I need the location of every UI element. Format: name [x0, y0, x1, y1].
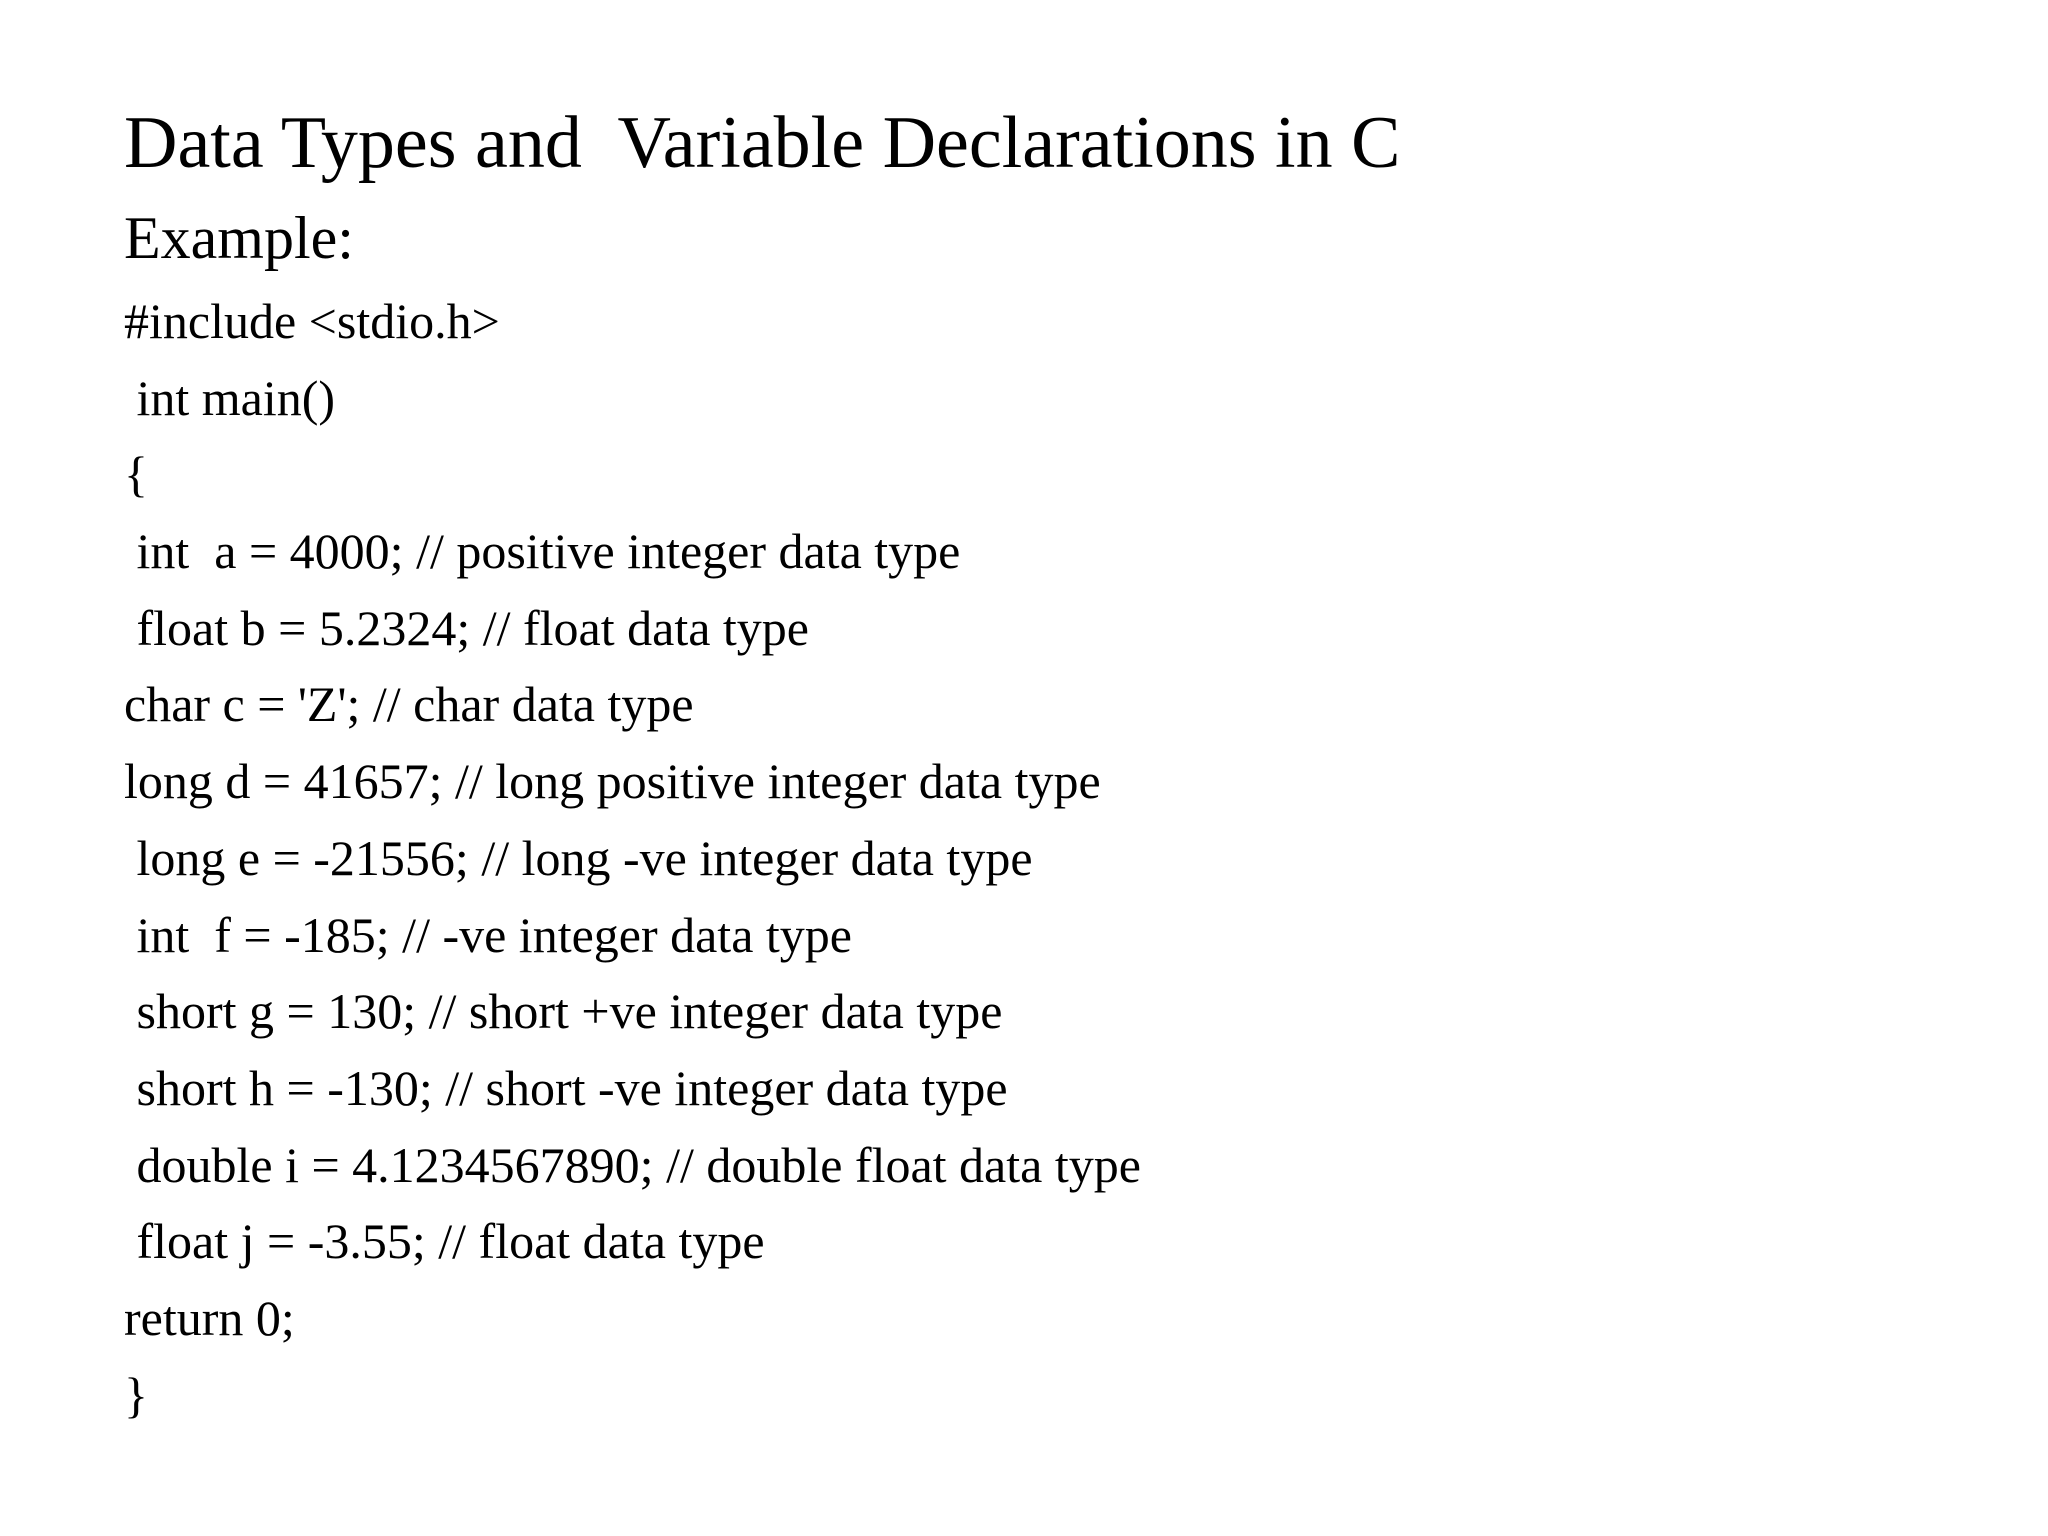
code-line: #include <stdio.h> [124, 293, 500, 349]
code-line: short g = 130; // short +ve integer data type [124, 983, 1003, 1040]
code-line: } [124, 1366, 148, 1423]
code-line: short h = -130; // short -ve integer data type [124, 1059, 1008, 1116]
code-line: double i = 4.1234567890; // double float data type [124, 1136, 1141, 1193]
code-line: int f = -185; // -ve integer data type [124, 906, 852, 963]
code-line: int a = 4000; // positive integer data type [124, 523, 961, 580]
code-line: return 0; [124, 1289, 295, 1346]
code-line: long d = 41657; // long positive integer data type [124, 753, 1101, 810]
slide-subtitle: Example: [124, 205, 354, 271]
code-line: long e = -21556; // long -ve integer data type [124, 829, 1033, 886]
code-line: { [124, 446, 148, 503]
code-line: float b = 5.2324; // float data type [124, 599, 809, 656]
code-block [124, 286, 1141, 1436]
code-line: float j = -3.55; // float data type [124, 1213, 765, 1270]
slide-title: Data Types and Variable Declarations in C [124, 102, 1401, 184]
code-line: int main() [124, 369, 336, 426]
code-line: char c = 'Z'; // char data type [124, 676, 694, 733]
